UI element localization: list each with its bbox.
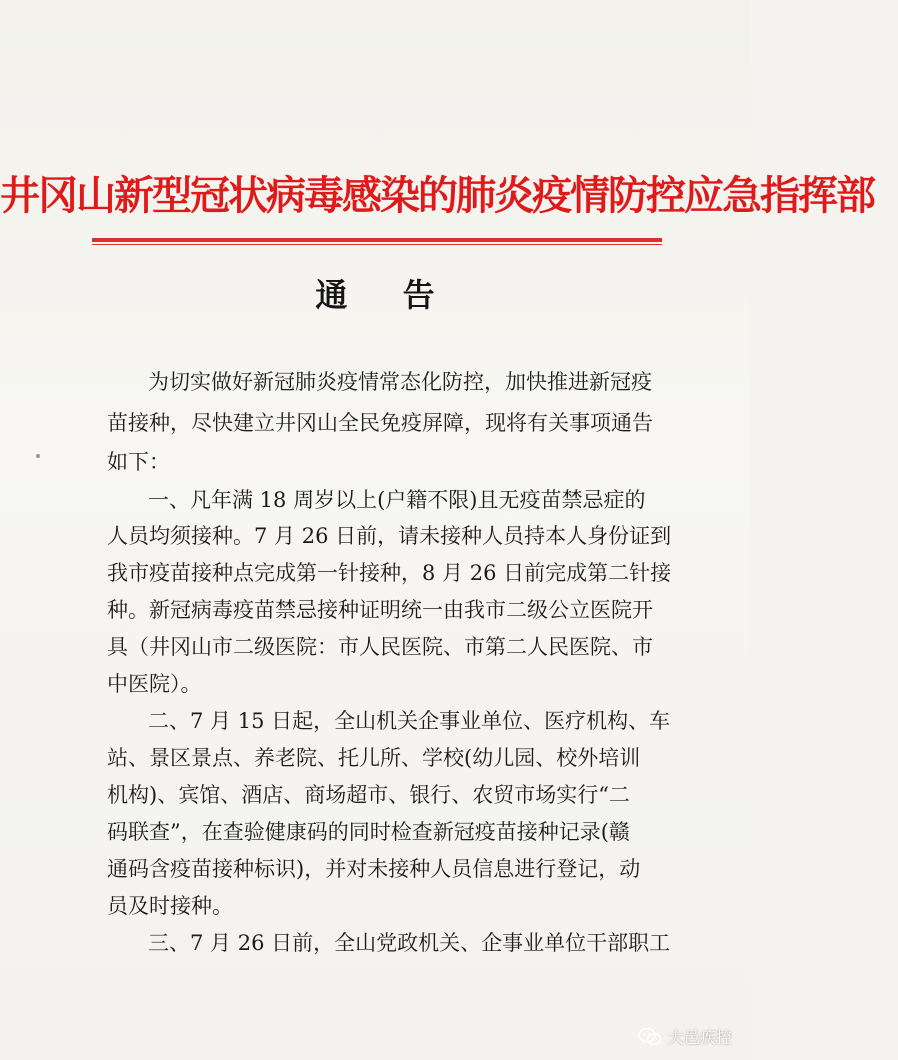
body-line: 机构)、宾馆、酒店、商场超市、银行、农贸市场实行“二 [107, 783, 630, 807]
body-line: 码联查”，在查验健康码的同时检查新冠疫苗接种记录(赣 [107, 820, 630, 844]
watermark [638, 1025, 732, 1048]
body-line: 人员均须接种。7 月 26 日前，请未接种人员持本人身份证到 [107, 524, 672, 548]
wechat-icon [638, 1027, 662, 1047]
header-red-rule-thick [92, 238, 662, 242]
issuer-header-title: 井冈山新型冠状病毒感染的肺炎疫情防控应急指挥部 [0, 172, 874, 219]
header-red-rule-thin [92, 244, 662, 245]
body-line: 三、7 月 26 日前，全山党政机关、企事业单位干部职工 [148, 931, 671, 955]
body-line: 种。新冠病毒疫苗禁忌接种证明统一由我市二级公立医院开 [107, 598, 653, 622]
body-line: 中医院）。 [107, 672, 202, 696]
body-line: 我市疫苗接种点完成第一针接种，8 月 26 日前完成第二针接 [107, 561, 672, 585]
body-line: 员及时接种。 [107, 894, 233, 918]
body-line: 一、凡年满 18 周岁以上(户籍不限)且无疫苗禁忌症的 [148, 488, 646, 512]
body-line: 为切实做好新冠肺炎疫情常态化防控，加快推进新冠疫 [148, 370, 652, 394]
watermark-text: 大邑疾控 [667, 1028, 732, 1047]
body-line: 苗接种，尽快建立井冈山全民免疫屏障，现将有关事项通告 [107, 411, 653, 435]
body-line: 具（井冈山市二级医院：市人民医院、市第二人民医院、市 [107, 635, 653, 659]
body-line: 站、景区景点、养老院、托儿所、学校(幼儿园、校外培训 [107, 746, 641, 770]
body-line: 如下： [107, 450, 170, 474]
body-line: 通码含疫苗接种标识)，并对未接种人员信息进行登记，动 [107, 857, 641, 881]
paper-speck [36, 454, 40, 458]
notice-title: 通 告 [315, 276, 457, 314]
body-line: 二、7 月 15 日起，全山机关企事业单位、医疗机构、车 [148, 709, 671, 733]
